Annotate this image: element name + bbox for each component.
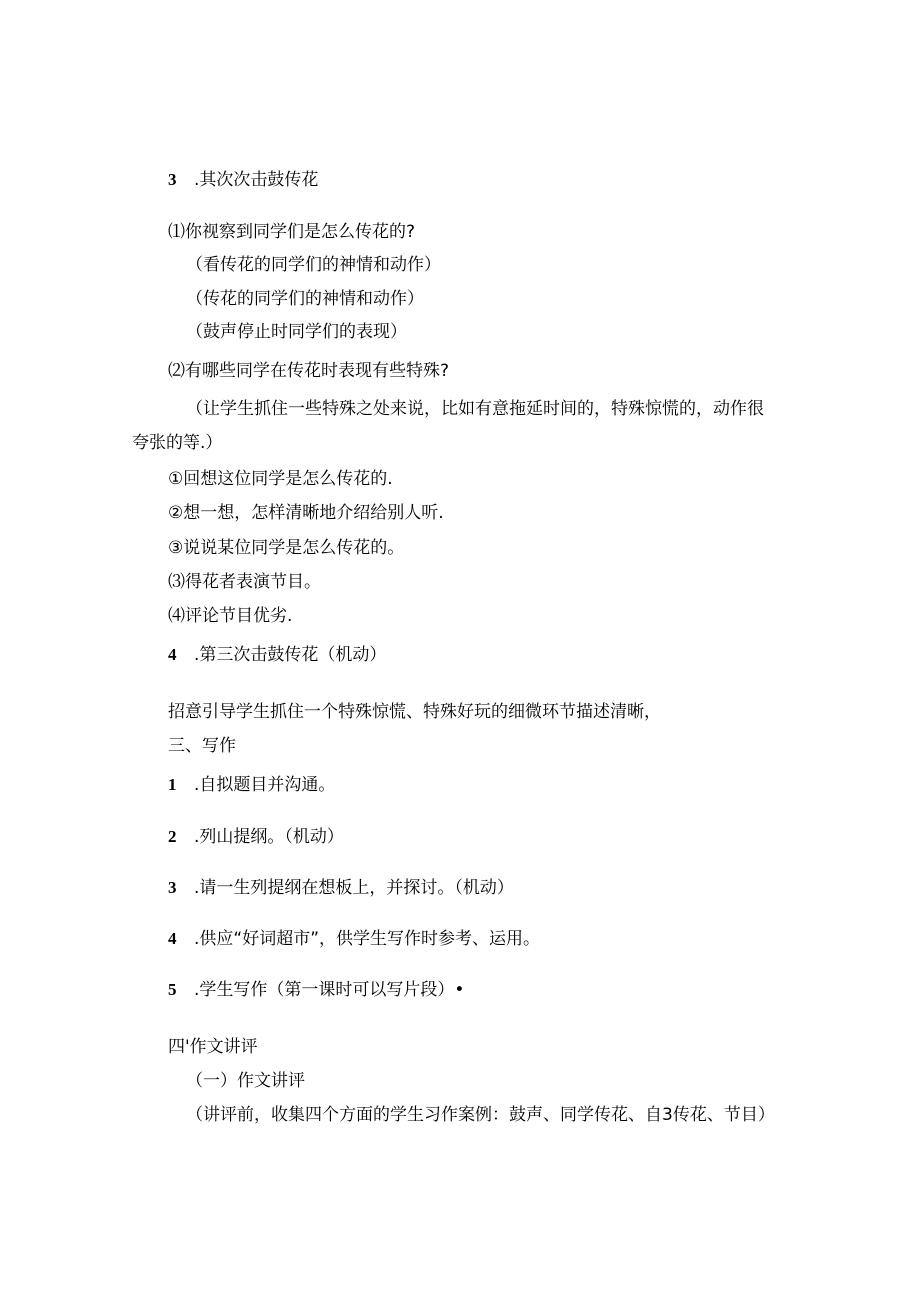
section-title: 三、写作 <box>168 736 236 756</box>
note-line: （看传花的同学们的神情和动作） <box>186 255 441 275</box>
item-number: 5 <box>168 980 177 999</box>
list-item <box>168 825 344 849</box>
section-heading <box>168 643 386 667</box>
item-text: .列山提纲。（机动） <box>194 827 344 847</box>
question-line: ⑴你视察到同学们是怎么传花的? <box>168 222 416 242</box>
item-number: 2 <box>168 827 177 846</box>
note-line: （讲评前，收集四个方面的学生习作案例：鼓声、同学传花、自3传花、节目） <box>186 1105 775 1125</box>
item-text: .其次次击鼓传花 <box>194 170 319 190</box>
item-text: .第三次击鼓传花（机动） <box>194 645 387 665</box>
note-line: （让学生抓住一些特殊之处来说，比如有意拖延时间的，特殊惊慌的，动作很 <box>186 399 764 419</box>
item-text: .请一生列提纲在想板上，并探讨。（机动） <box>194 878 514 898</box>
list-item <box>168 773 335 797</box>
question-line: ⑵有哪些同学在传花时表现有些特殊? <box>168 361 450 381</box>
section-heading <box>168 168 318 192</box>
item-text: .学生写作（第一课时可以写片段）• <box>194 980 465 1000</box>
list-item <box>168 978 464 1002</box>
note-line: （传花的同学们的神情和动作） <box>186 289 424 309</box>
question-line: ⑷评论节目优劣. <box>168 606 293 626</box>
step-line: ②想一想，怎样清晰地介绍给别人听. <box>168 503 444 523</box>
step-line: ①回想这位同学是怎么传花的. <box>168 469 393 489</box>
note-line: （鼓声停止时同学们的表现） <box>186 322 407 342</box>
item-text: .供应“好词超市”，供学生写作时参考、运用。 <box>194 929 541 949</box>
paragraph-line: 招意引导学生抓住一个特殊惊慌、特殊好玩的细微环节描述清晰， <box>168 702 661 722</box>
item-text: .自拟题目并沟通。 <box>194 775 336 795</box>
subsection-title: （一）作文讲评 <box>186 1071 305 1091</box>
question-line: ⑶得花者表演节目。 <box>168 572 321 592</box>
step-line: ③说说某位同学是怎么传花的。 <box>168 538 405 558</box>
note-line-continued: 夸张的等.） <box>132 433 223 453</box>
list-item <box>168 876 514 900</box>
item-number: 4 <box>168 645 177 664</box>
item-number: 4 <box>168 929 177 948</box>
list-item <box>168 927 540 951</box>
item-number: 3 <box>168 170 177 189</box>
item-number: 3 <box>168 878 177 897</box>
section-title: 四'作文讲评 <box>168 1037 258 1057</box>
item-number: 1 <box>168 775 177 794</box>
